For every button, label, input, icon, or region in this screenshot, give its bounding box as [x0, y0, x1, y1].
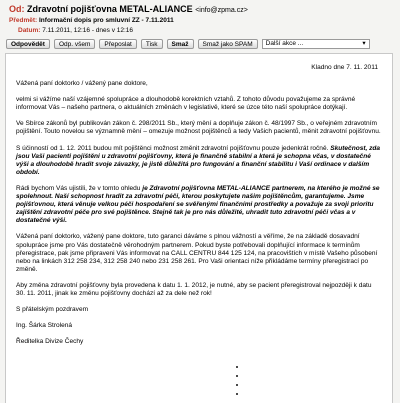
- subject-label: Předmět:: [9, 17, 38, 24]
- paragraph-6: Aby změna zdravotní pojišťovny byla provedena k datu 1. 1. 2012, je nutné, aby se pacient přeregistroval nejpozději k datu 30. 11. 2011, jinak ke změnu pojišťovny dochází až za dele než rok!: [16, 281, 372, 297]
- reply-button[interactable]: Odpovědět: [6, 39, 50, 49]
- dot-icon: [236, 393, 238, 395]
- reply-all-button[interactable]: Odp. všem: [54, 39, 95, 49]
- paragraph-3-emphasis: Skutečnost, zda jsou Vaši pacienti pojištěni u zdravotní pojišťovny, která je finančně stabilní a která je schopna včas, v dostatečné výši a dlouhodobě hradit svoje závazky, je jistě důležitá pro fungování a finanční stabilitu i Vaší ordinace v dalším období.: [16, 144, 381, 176]
- signature-name: Ing. Šárka Strolená: [16, 322, 73, 330]
- paragraph-5: Vážená paní doktorko, vážený pane doktore, tuto garanci dáváme s plnou vážností a věříme, že na základě dosavadní spolupráce jsme pro Vás dostatečně věrohodným partnerem. Pokud byste potřebovali doplňující informace k termínům přeregistrace, pak jsme připraveni Vás informovat na CALL CENTRU 844 125 124, na pracovištích v místě Vašeho působení nebo na linkách 312 258 234, 312 258 240 nebo 231 258 261. Pro Vaši orientaci níže přikládáme termíny přeregistrací po změně.: [16, 233, 378, 273]
- paragraph-3: [16, 145, 382, 177]
- message-toolbar: [6, 38, 370, 50]
- sender-name[interactable]: Zdravotní pojišťovna METAL-ALIANCE: [27, 4, 193, 14]
- from-row: [9, 4, 394, 16]
- paragraph-4-intro: Rádi bychom Vás ujistili, že v tomto ohledu: [16, 184, 141, 192]
- more-actions-label: Další akce ...: [265, 40, 304, 47]
- print-button[interactable]: Tisk: [141, 39, 163, 49]
- subject-row: [9, 16, 394, 26]
- chevron-down-icon: ▾: [362, 40, 366, 47]
- delete-button[interactable]: Smaž: [167, 39, 194, 49]
- date-text: 7.11.2011, 12:16 - dnes v 12:16: [42, 27, 134, 34]
- from-label: Od:: [9, 4, 25, 14]
- paragraph-4-emphasis: je Zdravotní pojišťovna METAL-ALIANCE partnerem, na kterého je možné se spolehnout. Naší schopnost hradit za zdravotní péči, kterou poskytujete našim pojištěncům, garantujeme. Jsme pojišťovnou, která věnuje velkou péči hospodaření se svěřenými finančními prostředky a považuje za svoji prioritu zajištění zdravotní péče pro své pojištěnce. Stejně tak je pro nás důležité, uhradit tuto zdravotní péči včas a v dostatečné výši.: [16, 184, 380, 225]
- paragraph-3-intro: S účinností od 1. 12. 2011 budou mít pojištěnci možnost změnit zdravotní pojišťovnu pouze jedenkrát ročně.: [16, 144, 329, 152]
- letter-date: Kladno dne 7. 11. 2011: [311, 64, 378, 71]
- date-row: [9, 26, 394, 36]
- decorative-dots: [236, 366, 242, 402]
- signature-title: Ředitelka Divize Čechy: [16, 338, 84, 346]
- closing: S přátelským pozdravem: [16, 306, 89, 314]
- paragraph-4: [16, 185, 382, 225]
- paragraph-1: velmi si vážíme naší vzájemné spolupráce a dlouhodobě korektních vztahů. Z tohoto důvodu považujeme za správné informovat Vás – našeho partnera, o aktuálních změnách v legislativě, které se úzce této naší spolupráce dotýkají.: [16, 96, 356, 112]
- sender-email[interactable]: <info@zpma.cz>: [195, 7, 248, 14]
- forward-button[interactable]: Přeposlat: [99, 39, 136, 49]
- dot-icon: [236, 366, 238, 368]
- dot-icon: [236, 375, 238, 377]
- more-actions-select[interactable]: [262, 39, 370, 49]
- dot-icon: [236, 384, 238, 386]
- delete-spam-button[interactable]: Smaž jako SPAM: [198, 39, 258, 49]
- subject-text: Informační dopis pro smluvní ZZ - 7.11.2011: [39, 17, 174, 24]
- greeting: Vážená paní doktorko / vážený pane doktore,: [16, 80, 148, 88]
- message-body: [5, 53, 393, 403]
- date-label: Datum:: [18, 27, 41, 34]
- message-header: [0, 0, 400, 34]
- paragraph-2: Ve Sbírce zákonů byl publikován zákon č. 298/2011 Sb., který mění a doplňuje zákon č. 48/1997 Sb., o veřejném zdravotním pojištění. Touto novelou se významně mění – omezuje možnost pojištěnců a tedy Vašich pacientů, měnit zdravotní pojišťovnu.: [16, 120, 381, 136]
